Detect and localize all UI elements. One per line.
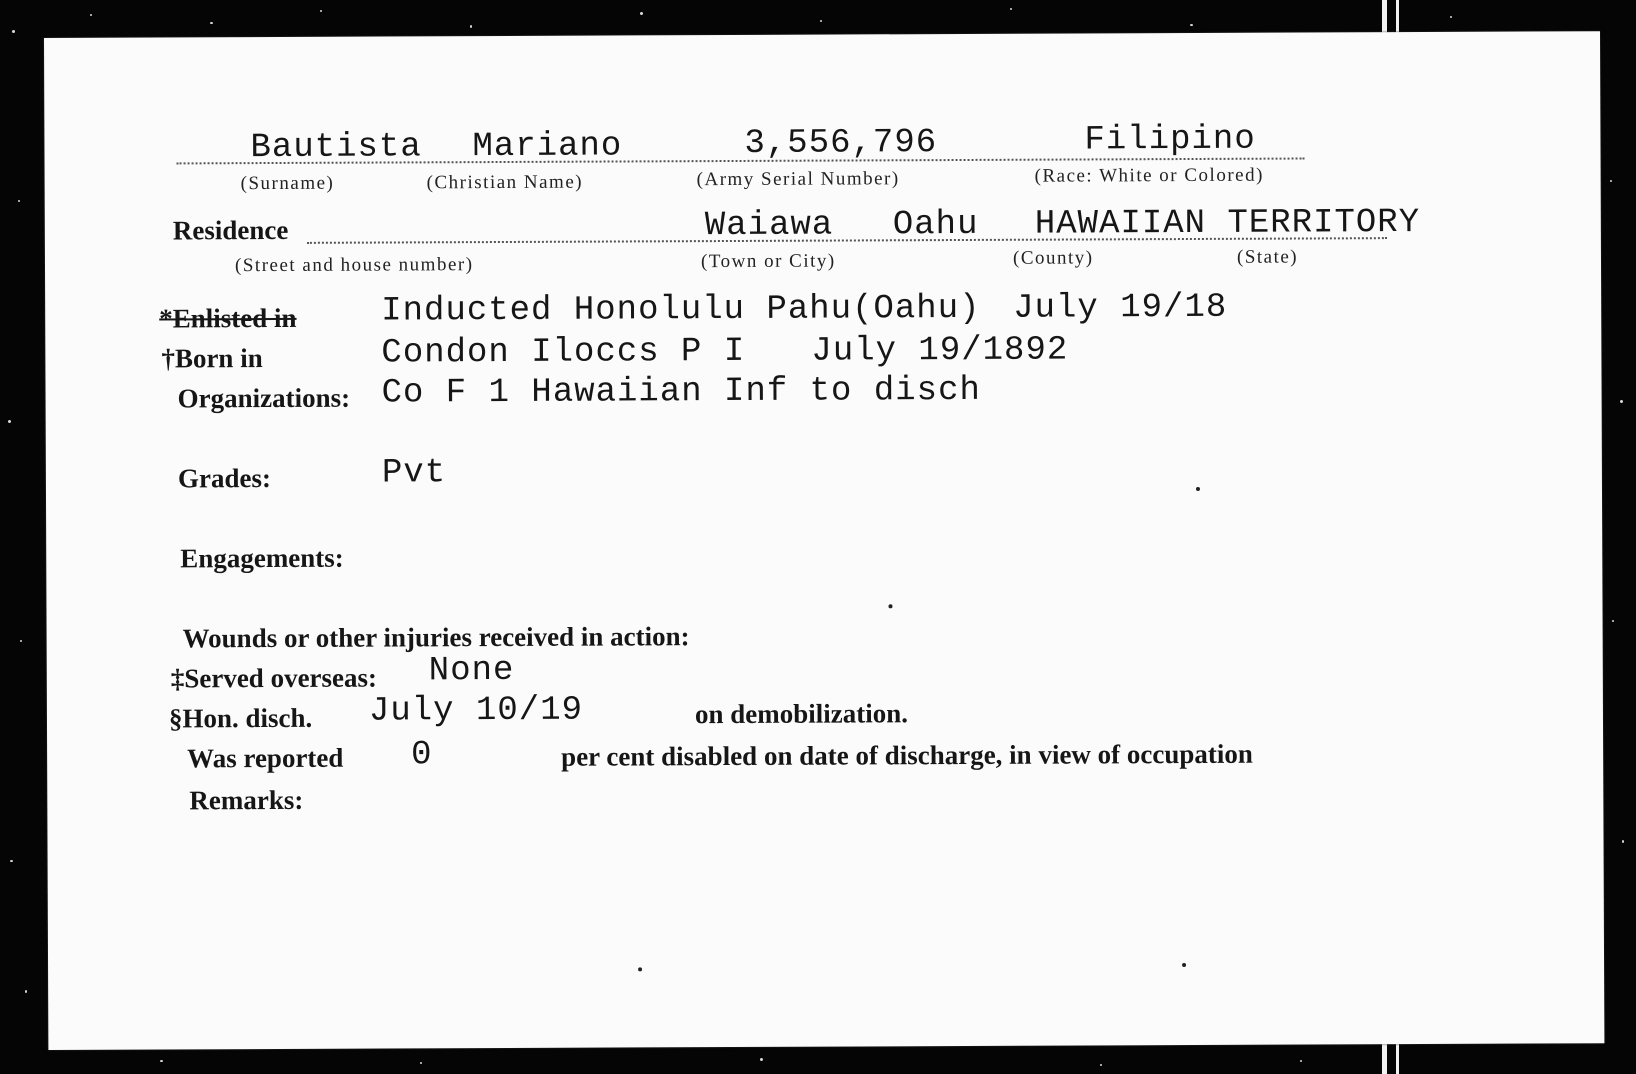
wounds-label: Wounds or other injuries received in action: [182,621,690,654]
surname-caption: (Surname) [240,172,335,195]
served-overseas-value: None [428,651,515,691]
record-card [44,31,1604,1050]
serial-number-caption: (Army Serial Number) [696,168,900,191]
residence-label: Residence [172,214,289,246]
born-value: Condon Iloccs P I [381,332,746,373]
enlisted-date: July 19/18 [1013,288,1228,328]
christian-name-value: Mariano [472,127,623,167]
ink-speck [638,967,642,971]
born-label: †Born in [161,343,263,374]
surname-value: Bautista [250,128,422,168]
organizations-value: Co F 1 Hawaiian Inf to disch [381,371,981,413]
enlisted-label: *Enlisted in [159,302,297,334]
remarks-label: Remarks: [189,784,304,816]
county-caption: (County) [1012,247,1094,269]
hon-disch-label: §Hon. disch. [168,702,313,734]
ink-speck [1182,963,1186,967]
street-caption: (Street and house number) [234,254,474,277]
state-caption: (State) [1236,246,1299,268]
race-caption: (Race: White or Colored) [1034,164,1264,187]
born-date: July 19/1892 [811,331,1069,371]
residence-county: Oahu [892,205,979,245]
hon-disch-value: July 10/19 [368,691,584,731]
ink-speck [1196,487,1200,491]
organizations-label: Organizations: [177,382,351,414]
reported-suffix: per cent disabled on date of discharge, in view of occupation [561,738,1253,772]
enlisted-value: Inducted Honolulu Pahu(Oahu) [381,289,981,331]
ink-speck [888,604,892,608]
race-value: Filipino [1084,120,1256,160]
hon-disch-suffix: on demobilization. [694,698,909,730]
christian-name-caption: (Christian Name) [426,171,584,194]
grades-label: Grades: [177,463,271,494]
served-overseas-label: ‡Served overseas: [170,662,378,694]
serial-number-value: 3,556,796 [744,124,938,163]
reported-label: Was reported [187,742,344,774]
grades-value: Pvt [381,454,447,493]
reported-value: 0 [411,736,433,775]
town-caption: (Town or City) [700,250,836,273]
engagements-label: Engagements: [180,542,344,574]
residence-town: Waiawa [704,206,834,246]
residence-state: HAWAIIAN TERRITORY [1034,203,1421,244]
